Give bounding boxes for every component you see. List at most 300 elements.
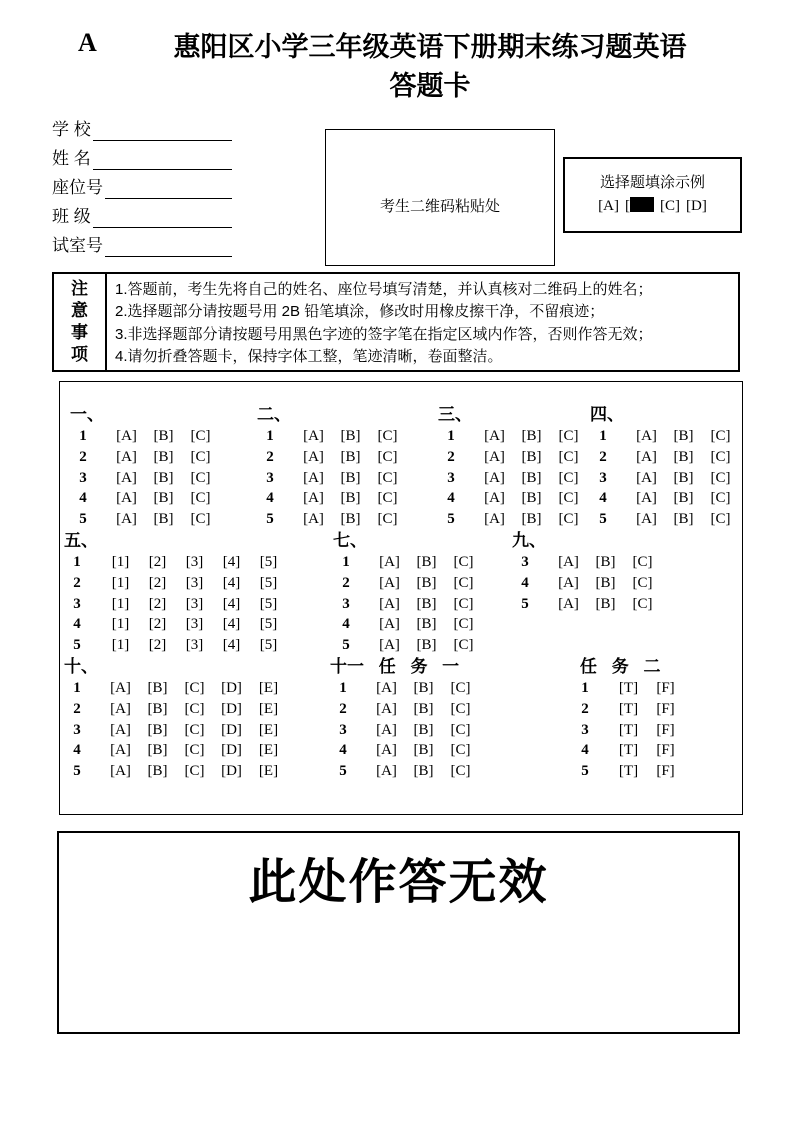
exam-title-line1: 惠阳区小学三年级英语下册期末练习题英语 [173, 32, 687, 62]
question-number: 1 [599, 428, 607, 444]
option-cell: [C] [558, 490, 579, 507]
section-title: 七、 [333, 531, 367, 550]
question-number: 3 [79, 469, 87, 486]
question-number: 2 [599, 448, 607, 465]
answer-section [590, 404, 739, 530]
field-blank-line [93, 149, 232, 170]
question-row [70, 509, 219, 530]
option-cell: [B] [413, 742, 434, 759]
question-number: 3 [339, 721, 347, 738]
option-cell: [A] [376, 742, 397, 759]
question-row [512, 573, 661, 594]
question-number: 3 [521, 554, 529, 570]
question-row [590, 509, 739, 530]
option-cell: [E] [258, 700, 279, 717]
option-cell: [C] [377, 511, 398, 528]
option-cell: [1] [111, 554, 130, 570]
field-label: 试室号 [52, 236, 103, 255]
option-cell: [C] [632, 595, 653, 612]
question-number: 4 [73, 616, 81, 633]
section-title: 一、 [70, 405, 104, 424]
option-cell: [F] [656, 763, 675, 780]
notice-item: 1.答题前，考生先将自己的姓名、座位号填写清楚，并认真核对二维码上的姓名； [115, 281, 653, 298]
option-cell: [A] [303, 511, 324, 528]
field-blank-line [93, 207, 232, 228]
option-cell: [C] [558, 428, 579, 444]
student-info-fields [52, 112, 232, 257]
question-row [333, 552, 482, 573]
option-cell: [B] [521, 428, 542, 444]
option-cell: [4] [222, 595, 241, 612]
option-cell: [C] [710, 428, 731, 444]
notice-item: 3.非选择题部分请按题号用黑色字迹的签字笔在指定区域内作答，否则作答无效； [115, 325, 653, 343]
exam-title [140, 28, 720, 106]
answer-section [64, 656, 287, 782]
option-cell: [B] [595, 574, 616, 591]
option-cell: [B] [147, 700, 168, 717]
option-cell: [B] [673, 448, 694, 465]
option-cell: [B] [153, 428, 174, 444]
option-cell: [4] [222, 554, 241, 570]
answer-section [64, 530, 287, 656]
option-cell: [5] [259, 616, 278, 633]
option-cell: [A] [110, 680, 131, 696]
question-number: 1 [447, 428, 455, 444]
field-blank-line [105, 236, 232, 257]
question-number: 4 [339, 742, 347, 759]
question-row [64, 614, 287, 635]
option-cell: [A] [379, 554, 400, 570]
option-cell: [A] [484, 490, 505, 507]
question-row [70, 468, 219, 489]
question-row [572, 720, 684, 741]
question-row [257, 488, 406, 509]
option-cell: [3] [185, 637, 204, 654]
question-row [70, 447, 219, 468]
option-cell: [1] [111, 574, 130, 591]
option-cell: [B] [416, 637, 437, 654]
invalid-area-box [57, 831, 740, 1034]
option-cell: [2] [148, 595, 167, 612]
option-cell: [C] [184, 763, 205, 780]
option-cell: [C] [450, 721, 471, 738]
notice-side-char: 事 [71, 323, 88, 342]
option-cell: [B] [521, 511, 542, 528]
option-cell: [F] [656, 680, 675, 696]
question-number: 1 [342, 554, 350, 570]
notice-side-char: 注 [71, 279, 88, 298]
answer-grid [59, 381, 743, 815]
question-row [438, 468, 587, 489]
fill-example-option: [C] [660, 197, 680, 214]
option-cell: [B] [595, 554, 616, 570]
notice-item: 4.请勿折叠答题卡，保持字体工整，笔迹清晰，卷面整洁。 [115, 347, 503, 365]
fill-example-options [565, 197, 740, 215]
option-cell: [F] [656, 700, 675, 717]
question-number: 4 [266, 490, 274, 507]
option-cell: [D] [221, 700, 242, 717]
answer-section [333, 530, 482, 656]
option-cell: [C] [190, 428, 211, 444]
question-number: 4 [447, 490, 455, 507]
option-cell: [4] [222, 574, 241, 591]
option-cell: [C] [377, 428, 398, 444]
option-cell: [A] [303, 428, 324, 444]
answer-section [70, 404, 219, 530]
question-number: 4 [521, 574, 529, 591]
section-title: 三、 [438, 405, 472, 424]
option-cell: [C] [453, 574, 474, 591]
option-cell: [E] [258, 763, 279, 780]
option-cell: [1] [111, 616, 130, 633]
option-cell: [C] [453, 554, 474, 570]
option-cell: [3] [185, 574, 204, 591]
question-row [64, 573, 287, 594]
option-cell: [3] [185, 595, 204, 612]
student-field-seat-number [52, 170, 232, 199]
option-cell: [5] [259, 574, 278, 591]
question-number: 5 [342, 637, 350, 654]
question-number: 3 [266, 469, 274, 486]
answer-section [438, 404, 587, 530]
question-row [438, 447, 587, 468]
option-cell: [C] [184, 680, 205, 696]
fill-example-box [563, 157, 742, 233]
question-number: 2 [342, 574, 350, 591]
question-row [590, 447, 739, 468]
notice-items [107, 274, 738, 370]
option-cell: [4] [222, 637, 241, 654]
field-blank-line [105, 178, 232, 199]
option-cell: [2] [148, 554, 167, 570]
option-cell: [A] [484, 469, 505, 486]
question-number: 5 [73, 637, 81, 654]
option-cell: [B] [413, 763, 434, 780]
question-number: 4 [79, 490, 87, 507]
question-row [257, 468, 406, 489]
option-cell: [A] [303, 469, 324, 486]
option-cell: [A] [110, 742, 131, 759]
option-cell: [E] [258, 742, 279, 759]
option-cell: [A] [303, 490, 324, 507]
option-cell: [F] [656, 742, 675, 759]
option-cell: [E] [258, 721, 279, 738]
option-cell: [C] [450, 763, 471, 780]
option-cell: [A] [484, 428, 505, 444]
question-number: 1 [73, 680, 81, 696]
option-cell: [C] [190, 490, 211, 507]
question-number: 2 [447, 448, 455, 465]
option-cell: [A] [636, 428, 657, 444]
question-number: 5 [599, 511, 607, 528]
question-row [590, 468, 739, 489]
option-cell: [B] [416, 554, 437, 570]
option-cell: [C] [632, 554, 653, 570]
option-cell: [B] [595, 595, 616, 612]
fill-example-title: 选择题填涂示例 [599, 174, 705, 191]
question-number: 1 [266, 428, 274, 444]
question-row [590, 426, 739, 447]
option-cell: [A] [116, 428, 137, 444]
option-cell: [D] [221, 742, 242, 759]
option-cell: [C] [632, 574, 653, 591]
field-label: 姓 名 [52, 149, 91, 168]
question-number: 1 [73, 554, 81, 570]
option-cell: [B] [413, 721, 434, 738]
question-number: 3 [73, 721, 81, 738]
option-cell: [A] [379, 595, 400, 612]
question-number: 2 [339, 700, 347, 717]
question-row [330, 699, 479, 720]
option-cell: [B] [340, 490, 361, 507]
option-cell: [C] [710, 469, 731, 486]
option-cell: [B] [521, 490, 542, 507]
option-cell: [B] [147, 763, 168, 780]
question-number: 5 [521, 595, 529, 612]
question-number: 3 [447, 469, 455, 486]
question-row [333, 614, 482, 635]
question-row [257, 447, 406, 468]
question-number: 2 [581, 700, 589, 717]
question-number: 2 [73, 700, 81, 717]
question-row [64, 699, 287, 720]
option-cell: [3] [185, 554, 204, 570]
option-cell: [C] [377, 469, 398, 486]
section-title: 任 务 二 [580, 657, 661, 676]
question-number: 2 [266, 448, 274, 465]
option-cell: [A] [116, 511, 137, 528]
notice-side-label [54, 274, 107, 370]
question-row [64, 594, 287, 615]
option-cell: [C] [710, 448, 731, 465]
student-field-school [52, 112, 232, 141]
exam-title-line2: 答题卡 [389, 71, 471, 101]
option-cell: [A] [110, 700, 131, 717]
option-cell: [C] [190, 448, 211, 465]
option-cell: [A] [636, 490, 657, 507]
option-cell: [B] [340, 511, 361, 528]
fill-example-option: [A] [598, 197, 619, 214]
option-cell: [C] [450, 742, 471, 759]
option-cell: [B] [673, 490, 694, 507]
option-cell: [B] [147, 721, 168, 738]
option-cell: [A] [303, 448, 324, 465]
question-number: 4 [342, 616, 350, 633]
question-number: 3 [73, 595, 81, 612]
invalid-area-label: 此处作答无效 [248, 856, 549, 909]
question-number: 3 [581, 721, 589, 738]
answer-section [572, 656, 684, 782]
question-row [512, 552, 661, 573]
qr-paste-label: 考生二维码粘贴处 [379, 198, 500, 215]
option-cell: [C] [184, 700, 205, 717]
section-title: 十一 任 务 一 [330, 657, 460, 676]
option-cell: [F] [656, 721, 675, 738]
option-cell: [B] [413, 680, 434, 696]
option-cell: [D] [221, 763, 242, 780]
option-cell: [D] [221, 721, 242, 738]
question-row [330, 740, 479, 761]
question-number: 5 [266, 511, 274, 528]
question-row [438, 426, 587, 447]
question-row [438, 488, 587, 509]
question-row [333, 635, 482, 656]
option-cell: [C] [710, 490, 731, 507]
option-cell: [B] [521, 469, 542, 486]
option-cell: [T] [618, 742, 639, 759]
question-row [64, 761, 287, 782]
section-title: 四、 [590, 405, 624, 424]
option-cell: [A] [636, 511, 657, 528]
option-cell: [B] [416, 595, 437, 612]
option-cell: [A] [379, 616, 400, 633]
question-number: 2 [79, 448, 87, 465]
option-cell: [B] [673, 428, 694, 444]
question-number: 1 [339, 680, 347, 696]
question-row [64, 552, 287, 573]
option-cell: [C] [453, 595, 474, 612]
option-cell: [A] [110, 763, 131, 780]
field-blank-line [93, 120, 232, 141]
notice-side-char: 意 [71, 301, 88, 320]
option-cell: [A] [376, 680, 397, 696]
option-cell: [A] [116, 448, 137, 465]
qr-paste-box [325, 129, 555, 266]
option-cell: [B] [340, 469, 361, 486]
question-number: 4 [599, 490, 607, 507]
option-cell: [A] [376, 763, 397, 780]
option-cell: [A] [558, 574, 579, 591]
section-title: 九、 [512, 531, 546, 550]
field-label: 学 校 [52, 120, 91, 139]
option-cell: [2] [148, 637, 167, 654]
option-cell: [A] [376, 700, 397, 717]
fill-example-option: [D] [686, 197, 707, 214]
question-number: 1 [581, 680, 589, 696]
option-cell: [B] [673, 511, 694, 528]
option-cell: [C] [184, 742, 205, 759]
question-number: 5 [73, 763, 81, 780]
option-cell: [4] [222, 616, 241, 633]
option-cell: [A] [636, 469, 657, 486]
question-number: 5 [339, 763, 347, 780]
field-label: 座位号 [52, 178, 103, 197]
option-cell: [B] [153, 448, 174, 465]
option-cell: [C] [377, 490, 398, 507]
option-cell: [B] [340, 428, 361, 444]
question-number: 4 [73, 742, 81, 759]
option-cell: [C] [453, 616, 474, 633]
option-cell: [A] [110, 721, 131, 738]
notice-box [52, 272, 740, 372]
fill-example-option: [ [625, 197, 654, 215]
question-row [572, 761, 684, 782]
question-row [333, 573, 482, 594]
answer-section [330, 656, 479, 782]
option-cell: [A] [558, 595, 579, 612]
question-row [70, 488, 219, 509]
question-row [512, 594, 661, 615]
question-row [333, 594, 482, 615]
question-row [257, 426, 406, 447]
option-cell: [B] [153, 511, 174, 528]
option-cell: [A] [636, 448, 657, 465]
option-cell: [E] [258, 680, 279, 696]
option-cell: [B] [521, 448, 542, 465]
option-cell: [C] [710, 511, 731, 528]
option-cell: [C] [558, 469, 579, 486]
question-row [64, 720, 287, 741]
option-cell: [D] [221, 680, 242, 696]
option-cell: [5] [259, 595, 278, 612]
question-row [438, 509, 587, 530]
question-row [70, 426, 219, 447]
question-number: 1 [79, 428, 87, 444]
question-number: 5 [79, 511, 87, 528]
question-row [572, 678, 684, 699]
option-cell: [B] [413, 700, 434, 717]
option-cell: [C] [190, 511, 211, 528]
question-row [257, 509, 406, 530]
option-cell: [5] [259, 554, 278, 570]
option-cell: [1] [111, 637, 130, 654]
option-cell: [2] [148, 616, 167, 633]
option-cell: [C] [450, 680, 471, 696]
option-cell: [B] [416, 616, 437, 633]
option-cell: [B] [153, 469, 174, 486]
notice-side-char: 项 [71, 345, 88, 364]
option-cell: [1] [111, 595, 130, 612]
option-cell: [B] [153, 490, 174, 507]
option-cell: [A] [376, 721, 397, 738]
question-row [330, 761, 479, 782]
option-cell: [T] [618, 721, 639, 738]
question-number: 4 [581, 742, 589, 759]
option-cell: [3] [185, 616, 204, 633]
question-row [64, 740, 287, 761]
section-title: 五、 [64, 531, 98, 550]
filled-option-mark [630, 197, 654, 212]
option-cell: [A] [484, 511, 505, 528]
option-cell: [B] [340, 448, 361, 465]
section-title: 十、 [64, 657, 98, 676]
option-cell: [C] [453, 637, 474, 654]
question-row [330, 678, 479, 699]
option-cell: [A] [116, 490, 137, 507]
question-row [330, 720, 479, 741]
option-cell: [B] [416, 574, 437, 591]
option-cell: [A] [116, 469, 137, 486]
student-field-room-number [52, 228, 232, 257]
question-row [572, 740, 684, 761]
question-number: 3 [599, 469, 607, 486]
question-number: 5 [447, 511, 455, 528]
option-cell: [A] [484, 448, 505, 465]
option-cell: [T] [618, 763, 639, 780]
student-field-class [52, 199, 232, 228]
answer-section [512, 530, 661, 614]
question-number: 3 [342, 595, 350, 612]
option-cell: [5] [259, 637, 278, 654]
question-row [590, 488, 739, 509]
option-cell: [2] [148, 574, 167, 591]
option-cell: [A] [558, 554, 579, 570]
option-cell: [C] [450, 700, 471, 717]
question-row [64, 678, 287, 699]
answer-section [257, 404, 406, 530]
field-label: 班 级 [52, 207, 91, 226]
option-cell: [A] [379, 637, 400, 654]
